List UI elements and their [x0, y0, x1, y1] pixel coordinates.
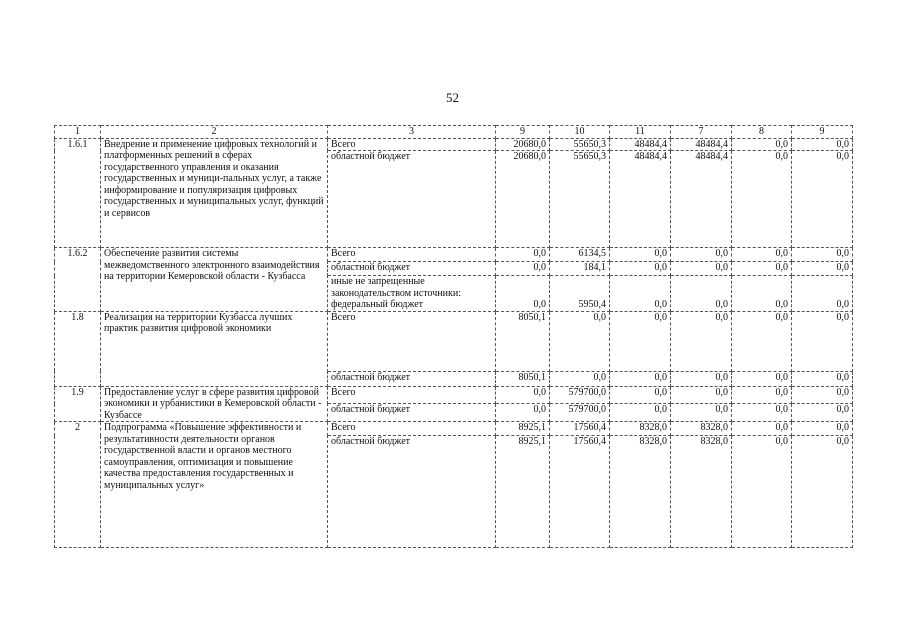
column-header: 9	[496, 126, 550, 139]
amount-cell: 0,0	[732, 138, 792, 151]
amount-cell: 0,0	[610, 248, 671, 262]
column-header: 8	[732, 126, 792, 139]
funding-source: Всего	[328, 138, 496, 151]
table-row	[55, 138, 853, 151]
column-header: 7	[671, 126, 732, 139]
amount-cell: 0,0	[792, 311, 853, 371]
budget-table	[54, 125, 853, 548]
measure-name: Предоставление услуг в сфере развития цифровой экономики и урбанистики в Кемеровской области - Кузбассе	[101, 386, 328, 422]
amount-cell: 6134,5	[550, 248, 610, 262]
amount-cell: 0,0	[610, 386, 671, 404]
amount-cell: 8925,1	[496, 436, 550, 548]
amount-cell: 0,0	[671, 311, 732, 371]
row-number: 2	[55, 422, 101, 548]
measure-name: Внедрение и применение цифровых технологий и платформенных решений в сферах государственного управления и оказания государственных и муници-пальных услуг, а также информирование и популяризация цифровых государственных и муниципальных услуг, функций и сервисов	[101, 138, 328, 248]
table-row	[55, 422, 853, 436]
column-header: 1	[55, 126, 101, 139]
amount-cell: 17560,4	[550, 436, 610, 548]
amount-cell: 0,0	[496, 386, 550, 404]
amount-cell: 48484,4	[610, 151, 671, 248]
amount-cell: 0,0	[732, 262, 792, 276]
column-header: 3	[328, 126, 496, 139]
measure-name: Обеспечение развития системы межведомственного электронного взаимодействия на территории Кемеровской области - Кузбасса	[101, 248, 328, 312]
column-header: 9	[792, 126, 853, 139]
funding-source: областной бюджет	[328, 436, 496, 548]
amount-cell: 0,0	[610, 311, 671, 371]
amount-cell: 0,0	[732, 248, 792, 262]
amount-cell: 8925,1	[496, 422, 550, 436]
amount-cell: 0,0	[732, 386, 792, 404]
amount-cell: 8328,0	[610, 436, 671, 548]
amount-cell: 0,0	[792, 436, 853, 548]
amount-cell: 20680,0	[496, 138, 550, 151]
amount-cell: 0,0	[496, 404, 550, 422]
amount-cell: 0,0	[671, 276, 732, 312]
amount-cell: 0,0	[550, 311, 610, 371]
row-number: 1.8	[55, 311, 101, 386]
amount-cell: 8328,0	[671, 436, 732, 548]
amount-cell: 0,0	[610, 371, 671, 386]
funding-source: Всего	[328, 248, 496, 262]
row-number: 1.6.2	[55, 248, 101, 312]
amount-cell: 0,0	[792, 371, 853, 386]
measure-name: Реализация на территории Кузбасса лучших практик развития цифровой экономики	[101, 311, 328, 386]
funding-source: Всего	[328, 386, 496, 404]
amount-cell: 8050,1	[496, 311, 550, 371]
amount-cell: 0,0	[732, 371, 792, 386]
measure-name: Подпрограмма «Повышение эффективности и результативности деятельности органов государственной власти и органов местного самоуправления, оптимизация и повышение качества предоставления государственных и муниципальных услуг»	[101, 422, 328, 548]
funding-source: областной бюджет	[328, 371, 496, 386]
amount-cell: 17560,4	[550, 422, 610, 436]
header-row	[55, 126, 853, 139]
row-number: 1.6.1	[55, 138, 101, 248]
row-number: 1.9	[55, 386, 101, 422]
amount-cell: 0,0	[496, 248, 550, 262]
column-header: 11	[610, 126, 671, 139]
amount-cell: 48484,4	[671, 138, 732, 151]
amount-cell: 579700,0	[550, 386, 610, 404]
amount-cell: 8050,1	[496, 371, 550, 386]
amount-cell: 0,0	[732, 436, 792, 548]
funding-source: иные не запрещенные законодательством источники: федеральный бюджет	[328, 276, 496, 312]
column-header: 10	[550, 126, 610, 139]
amount-cell: 0,0	[792, 404, 853, 422]
amount-cell: 0,0	[732, 404, 792, 422]
table-row	[55, 386, 853, 404]
amount-cell: 0,0	[792, 386, 853, 404]
funding-source: областной бюджет	[328, 404, 496, 422]
amount-cell: 0,0	[732, 276, 792, 312]
amount-cell: 0,0	[792, 276, 853, 312]
amount-cell: 0,0	[732, 422, 792, 436]
amount-cell: 0,0	[732, 311, 792, 371]
funding-source: областной бюджет	[328, 151, 496, 248]
amount-cell: 20680,0	[496, 151, 550, 248]
amount-cell: 0,0	[671, 248, 732, 262]
amount-cell: 55650,3	[550, 138, 610, 151]
amount-cell: 0,0	[792, 262, 853, 276]
table-row	[55, 248, 853, 262]
amount-cell: 0,0	[610, 404, 671, 422]
amount-cell: 48484,4	[610, 138, 671, 151]
amount-cell: 0,0	[671, 371, 732, 386]
column-header: 2	[101, 126, 328, 139]
page-number: 52	[446, 90, 459, 105]
amount-cell: 8328,0	[671, 422, 732, 436]
amount-cell: 0,0	[792, 422, 853, 436]
amount-cell: 55650,3	[550, 151, 610, 248]
amount-cell: 579700,0	[550, 404, 610, 422]
funding-source: Всего	[328, 311, 496, 371]
amount-cell: 0,0	[792, 248, 853, 262]
amount-cell: 0,0	[671, 404, 732, 422]
table-row	[55, 311, 853, 371]
amount-cell: 0,0	[792, 138, 853, 151]
amount-cell: 48484,4	[671, 151, 732, 248]
amount-cell: 184,1	[550, 262, 610, 276]
amount-cell: 0,0	[610, 276, 671, 312]
amount-cell: 0,0	[496, 276, 550, 312]
funding-source: Всего	[328, 422, 496, 436]
amount-cell: 0,0	[550, 371, 610, 386]
amount-cell: 0,0	[732, 151, 792, 248]
amount-cell: 5950,4	[550, 276, 610, 312]
amount-cell: 0,0	[496, 262, 550, 276]
amount-cell: 0,0	[671, 262, 732, 276]
amount-cell: 8328,0	[610, 422, 671, 436]
amount-cell: 0,0	[792, 151, 853, 248]
amount-cell: 0,0	[610, 262, 671, 276]
amount-cell: 0,0	[671, 386, 732, 404]
funding-source: областной бюджет	[328, 262, 496, 276]
